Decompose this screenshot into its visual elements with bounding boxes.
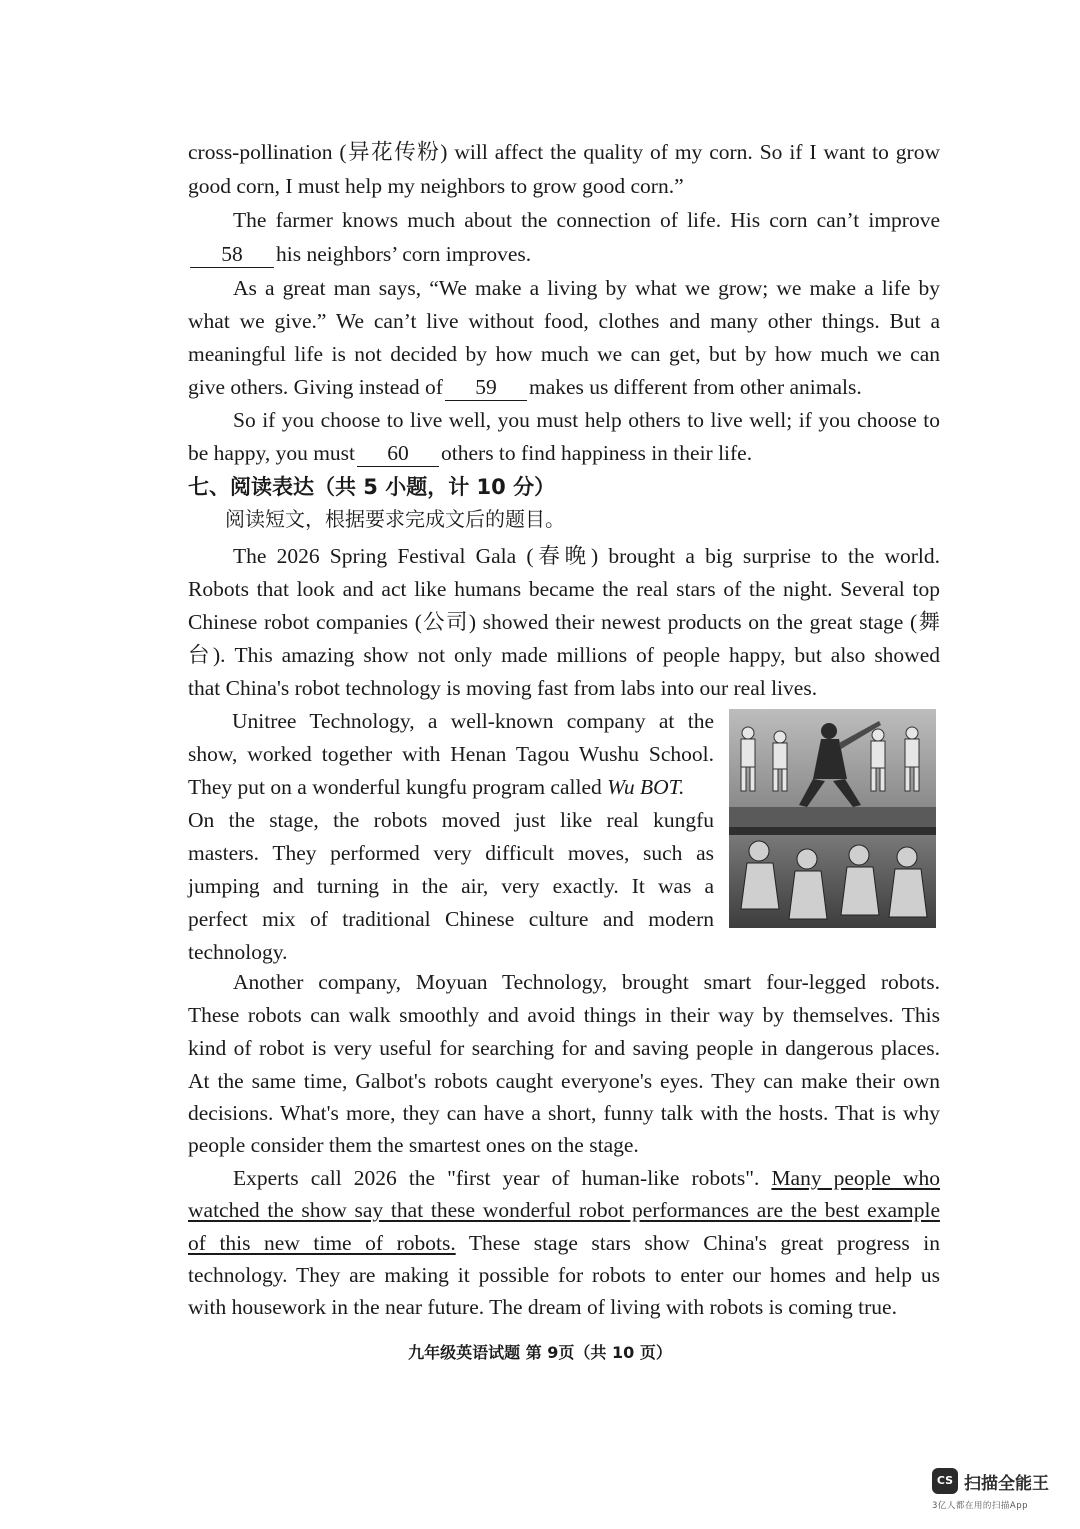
text-line: Robots that look and act like humans became the real stars of the night. Several top	[188, 577, 940, 601]
program-name: Wu BOT.	[607, 775, 685, 799]
text-line: cross-pollination (异花传粉) will affect the quality of my corn. So if I want to grow	[188, 140, 940, 164]
text-span: give others. Giving instead of	[188, 375, 443, 399]
underlined-sentence: Many people who	[771, 1166, 941, 1190]
page-footer: 九年级英语试题 第 9页（共 10 页）	[408, 1343, 672, 1362]
text-line: show, worked together with Henan Tagou Wushu School.	[188, 742, 714, 766]
text-line: Chinese robot companies (公司) showed their newest products on the great stage (舞	[188, 610, 940, 634]
text-line: The farmer knows much about the connection of life. His corn can’t improve	[233, 208, 940, 232]
text-line	[188, 371, 940, 404]
text-line: perfect mix of traditional Chinese culture and modern	[188, 907, 714, 931]
text-line: decisions. What's more, they can have a short, funny talk with the hosts. That is why	[188, 1101, 940, 1125]
text-line: Unitree Technology, a well-known company at the	[232, 709, 714, 733]
underlined-sentence: watched the show say that these wonderful robot performances are the best example	[188, 1198, 940, 1222]
text-line: kind of robot is very useful for searching for and saving people in dangerous places.	[188, 1036, 940, 1060]
text-line: people consider them the smartest ones on the stage.	[188, 1133, 639, 1157]
watermark-tagline: 3亿人都在用的扫描App	[932, 1501, 1029, 1511]
kungfu-robots-photo	[729, 709, 936, 928]
text-line: what we give.” We can’t live without food, clothes and many other things. But a	[188, 309, 940, 333]
underlined-sentence: of this new time of robots.	[188, 1231, 456, 1255]
text-span: makes us different from other animals.	[528, 375, 862, 399]
text-line: On the stage, the robots moved just like real kungfu	[188, 808, 714, 832]
text-line: that China's robot technology is moving fast from labs into our real lives.	[188, 676, 818, 700]
text-span: These stage stars show China's great progress in	[455, 1231, 941, 1255]
text-span: his neighbors’ corn improves.	[276, 242, 532, 266]
blank-59[interactable]: 59	[445, 374, 527, 401]
text-line	[233, 1162, 940, 1195]
text-span: others to find happiness in their life.	[441, 441, 753, 465]
text-line: jumping and turning in the air, very exactly. It was a	[188, 874, 714, 898]
blank-58[interactable]: 58	[190, 241, 274, 268]
watermark-name: 扫描全能王	[964, 1474, 1049, 1494]
text-line: with housework in the near future. The dream of living with robots is coming true.	[188, 1295, 897, 1319]
text-line: technology.	[188, 940, 288, 964]
camscanner-logo-icon: CS	[932, 1468, 958, 1494]
scanner-watermark	[932, 1468, 1072, 1514]
section-instruction: 阅读短文，根据要求完成文后的题目。	[225, 509, 565, 531]
text-line: Another company, Moyuan Technology, brought smart four-legged robots.	[233, 970, 940, 994]
text-line	[188, 238, 940, 271]
text-line: These robots can walk smoothly and avoid things in their way by themselves. This	[188, 1003, 940, 1027]
section-heading: 七、阅读表达（共 5 小题，计 10 分）	[188, 475, 556, 499]
text-line	[188, 771, 714, 804]
text-line	[188, 437, 940, 470]
text-line: technology. They are making it possible for robots to enter our homes and help us	[188, 1263, 940, 1287]
text-line: meaningful life is not decided by how much we can get, but by how much we can	[188, 342, 940, 366]
photo-illustration	[729, 709, 936, 928]
text-span: Experts call 2026 the "first year of human-like robots".	[233, 1166, 772, 1190]
text-line: At the same time, Galbot's robots caught everyone's eyes. They can make their own	[188, 1069, 940, 1093]
text-line: So if you choose to live well, you must help others to live well; if you choose to	[233, 408, 940, 432]
text-line: As a great man says, “We make a living by what we grow; we make a life by	[233, 276, 940, 300]
text-span: They put on a wonderful kungfu program called	[188, 775, 602, 799]
text-span: be happy, you must	[188, 441, 356, 465]
text-line: good corn, I must help my neighbors to grow good corn.”	[188, 174, 684, 198]
text-line: 台). This amazing show not only made millions of people happy, but also showed	[188, 643, 940, 667]
text-line	[188, 1227, 940, 1260]
text-line: The 2026 Spring Festival Gala (春晚) brought a big surprise to the world.	[233, 544, 940, 568]
blank-60[interactable]: 60	[357, 440, 439, 467]
text-line: masters. They performed very difficult moves, such as	[188, 841, 714, 865]
text-line	[188, 1194, 940, 1227]
